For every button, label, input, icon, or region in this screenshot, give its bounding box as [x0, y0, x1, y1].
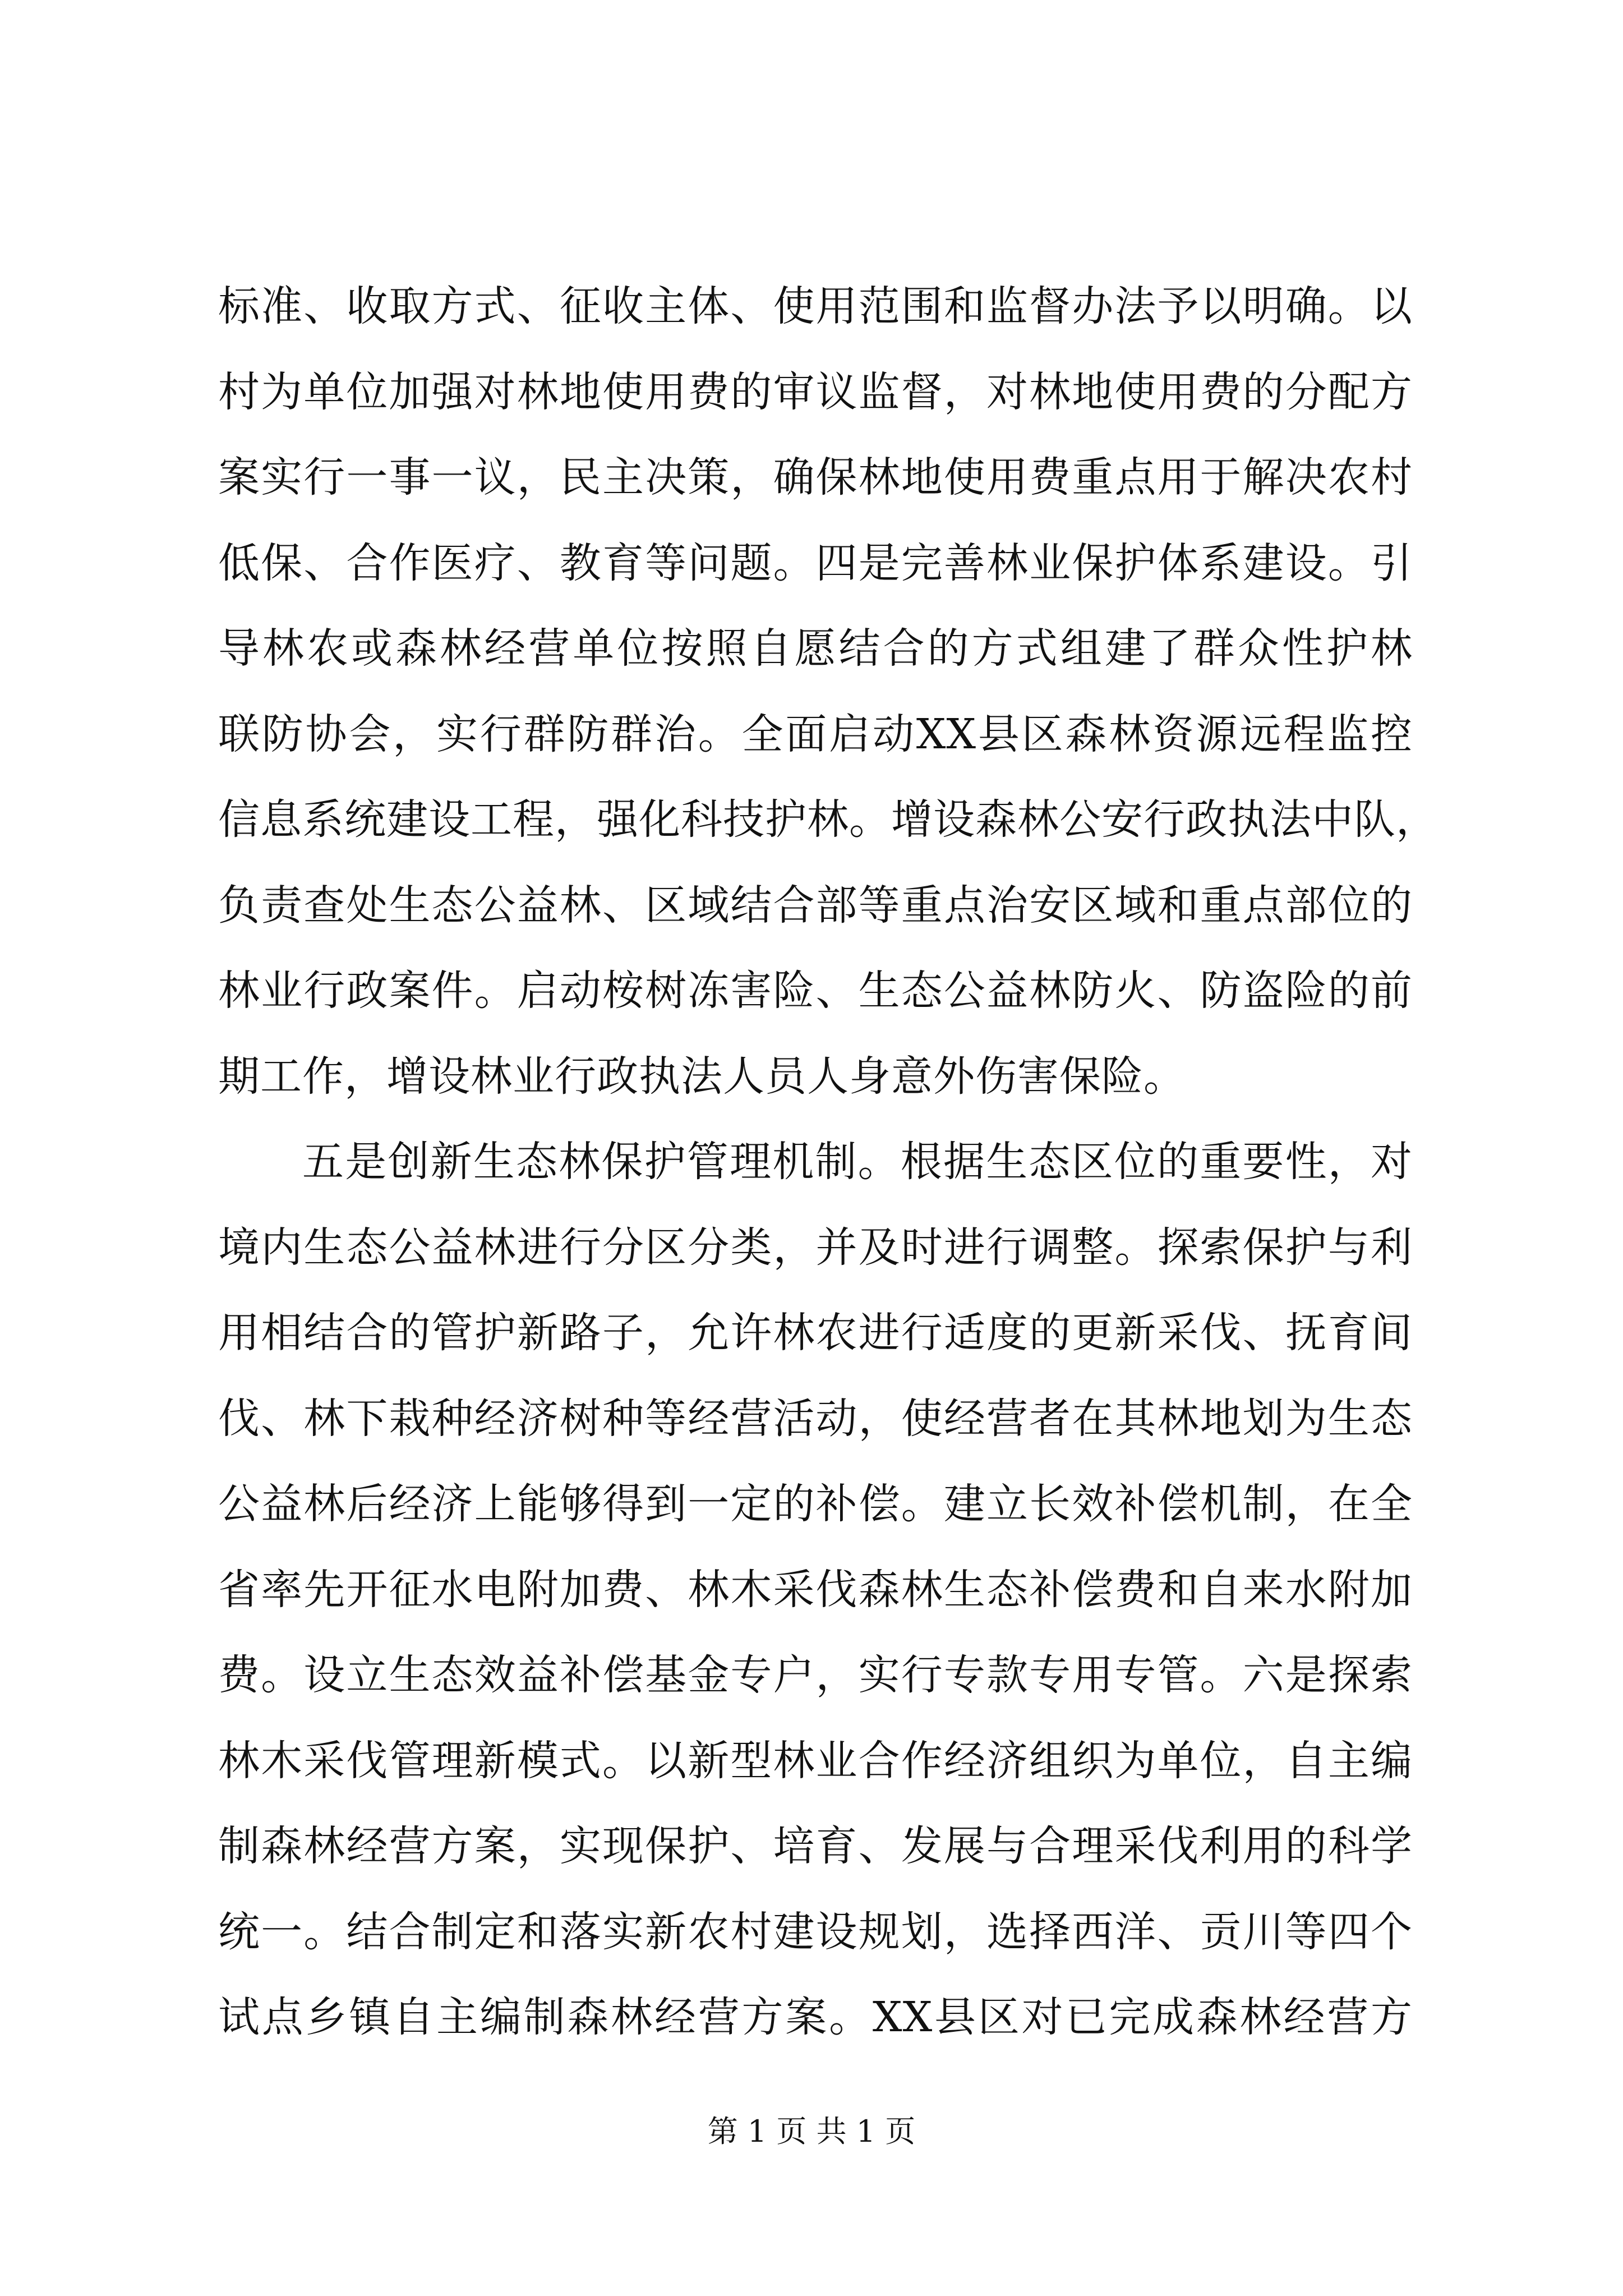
text-line: 联防协会，实行群防群治。全面启动XX县区森林资源远程监控: [218, 710, 1413, 758]
text-line: 制森林经营方案，实现保护、培育、发展与合理采伐利用的科学: [218, 1822, 1413, 1870]
text-line: 省率先开征水电附加费、林木采伐森林生态补偿费和自来水附加: [218, 1565, 1413, 1614]
text-line: 村为单位加强对林地使用费的审议监督，对林地使用费的分配方: [218, 367, 1413, 416]
text-line: 案实行一事一议，民主决策，确保林地使用费重点用于解决农村: [218, 453, 1413, 501]
text-line-paragraph-start: 五是创新生态林保护管理机制。根据生态区位的重要性，对: [302, 1138, 1413, 1186]
text-line: 信息系统建设工程，强化科技护林。增设森林公安行政执法中队，: [218, 795, 1438, 844]
text-line: 境内生态公益林进行分区分类，并及时进行调整。探索保护与利: [218, 1223, 1413, 1272]
text-line: 林木采伐管理新模式。以新型林业合作经济组织为单位，自主编: [218, 1736, 1413, 1785]
page-footer: [0, 2112, 1623, 2151]
text-line: 公益林后经济上能够得到一定的补偿。建立长效补偿机制，在全: [218, 1480, 1413, 1528]
text-line-paragraph-end: 期工作，增设林业行政执法人员人身意外伤害保险。: [218, 1052, 1186, 1101]
text-line: 林业行政案件。启动桉树冻害险、生态公益林防火、防盗险的前: [218, 967, 1413, 1015]
text-line: 标准、收取方式、征收主体、使用范围和监督办法予以明确。以: [218, 282, 1413, 330]
text-line: 导林农或森林经营单位按照自愿结合的方式组建了群众性护林: [218, 624, 1413, 673]
text-line: 试点乡镇自主编制森林经营方案。XX县区对已完成森林经营方: [218, 1993, 1413, 2041]
document-body: [218, 264, 1438, 2060]
text-line: 低保、合作医疗、教育等问题。四是完善林业保护体系建设。引: [218, 539, 1413, 587]
text-line: 伐、林下栽种经济树种等经营活动，使经营者在其林地划为生态: [218, 1394, 1413, 1443]
text-line: 费。设立生态效益补偿基金专户，实行专款专用专管。六是探索: [218, 1651, 1413, 1699]
text-line: 统一。结合制定和落实新农村建设规划，选择西洋、贡川等四个: [218, 1907, 1413, 1956]
page-number-label: 第 1 页 共 1 页: [707, 2114, 916, 2149]
text-line: 负责查处生态公益林、区域结合部等重点治安区域和重点部位的: [218, 881, 1413, 930]
text-line: 用相结合的管护新路子，允许林农进行适度的更新采伐、抚育间: [218, 1309, 1413, 1357]
